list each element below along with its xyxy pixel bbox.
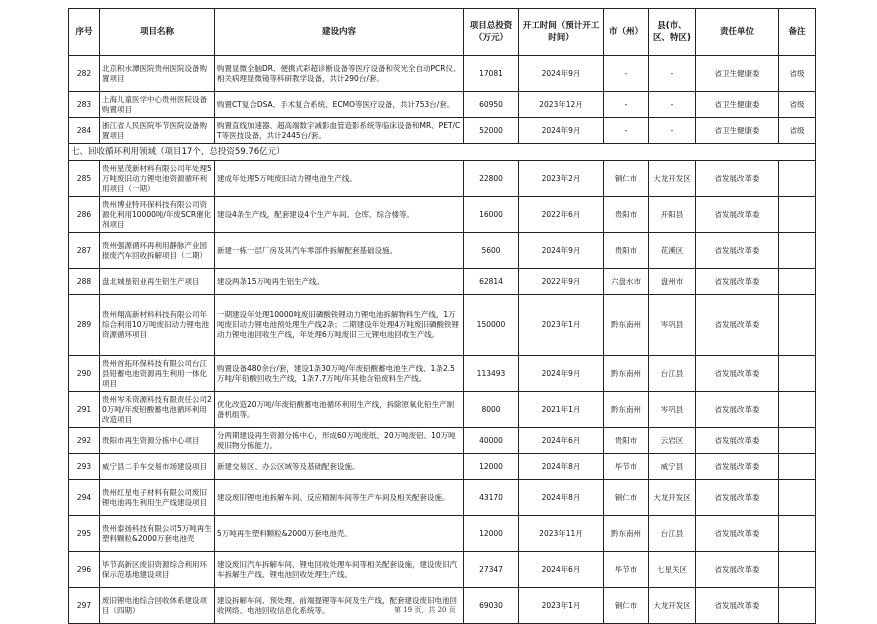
cell-unit: 省发展改革委 <box>696 480 779 516</box>
cell-invest: 60950 <box>464 92 519 118</box>
cell-note: 省级 <box>779 56 816 92</box>
header-no: 序号 <box>69 9 100 56</box>
cell-no: 286 <box>69 197 100 233</box>
cell-invest: 8000 <box>464 392 519 428</box>
cell-city: 铜仁市 <box>604 161 649 197</box>
cell-note <box>779 516 816 552</box>
section-title: 七、回收循环利用领域（项目17个，总投资59.76亿元） <box>69 144 816 161</box>
cell-unit: 省发展改革委 <box>696 428 779 454</box>
cell-city: 贵阳市 <box>604 197 649 233</box>
cell-unit: 省发展改革委 <box>696 233 779 269</box>
cell-no: 294 <box>69 480 100 516</box>
cell-no: 291 <box>69 392 100 428</box>
table-row <box>69 56 816 92</box>
cell-invest: 27347 <box>464 552 519 588</box>
header-content: 建设内容 <box>215 9 464 56</box>
cell-note <box>779 552 816 588</box>
cell-invest: 150000 <box>464 295 519 356</box>
cell-content: 优化改造20万吨/年废铅酸蓄电池循环利用生产线，拆除原氧化铅生产制备机组等。 <box>215 392 464 428</box>
cell-name: 贵州首拓环保科技有限公司台江县铅蓄电池资源再生利用一体化项目 <box>100 356 215 392</box>
cell-name: 贵州红星电子材料有限公司废旧锂电池再生利用生产线建设项目 <box>100 480 215 516</box>
cell-start: 2022年6月 <box>519 197 604 233</box>
cell-unit: 省卫生健康委 <box>696 118 779 144</box>
cell-no: 287 <box>69 233 100 269</box>
cell-unit: 省发展改革委 <box>696 269 779 295</box>
cell-county: 威宁县 <box>649 454 696 480</box>
cell-unit: 省发展改革委 <box>696 516 779 552</box>
cell-unit: 省发展改革委 <box>696 588 779 624</box>
cell-city: 黔东南州 <box>604 516 649 552</box>
cell-county: 台江县 <box>649 356 696 392</box>
cell-name: 贵州星茂新材料有限公司年处理5万吨废旧动力锂电池资源循环利用项目（一期） <box>100 161 215 197</box>
cell-no: 290 <box>69 356 100 392</box>
cell-county: - <box>649 56 696 92</box>
cell-invest: 52000 <box>464 118 519 144</box>
cell-no: 288 <box>69 269 100 295</box>
table-row <box>69 295 816 356</box>
cell-no: 293 <box>69 454 100 480</box>
cell-note <box>779 480 816 516</box>
table-row <box>69 454 816 480</box>
cell-name: 上海儿童医学中心贵州医院设备购置项目 <box>100 92 215 118</box>
cell-note <box>779 269 816 295</box>
cell-note <box>779 295 816 356</box>
cell-no: 282 <box>69 56 100 92</box>
cell-start: 2021年1月 <box>519 392 604 428</box>
table-header-row <box>69 9 816 56</box>
cell-name: 威宁县二手车交易市场建设项目 <box>100 454 215 480</box>
cell-county: 岑巩县 <box>649 392 696 428</box>
cell-start: 2023年2月 <box>519 161 604 197</box>
project-table <box>68 8 816 624</box>
cell-city: 毕节市 <box>604 552 649 588</box>
cell-no: 296 <box>69 552 100 588</box>
cell-no: 285 <box>69 161 100 197</box>
cell-content: 建设4条生产线，配套建设4个生产车间、仓库、综合楼等。 <box>215 197 464 233</box>
cell-content: 购置直线加速器、超高端数字减影血管造影系统等临床设备和MR、PET/CT等医技设备，共计2445台/套。 <box>215 118 464 144</box>
header-invest: 项目总投资（万元） <box>464 9 519 56</box>
cell-unit: 省发展改革委 <box>696 295 779 356</box>
cell-content: 建设两条15万吨再生铝生产线。 <box>215 269 464 295</box>
cell-county: 台江县 <box>649 516 696 552</box>
cell-invest: 40000 <box>464 428 519 454</box>
cell-invest: 16000 <box>464 197 519 233</box>
cell-note <box>779 428 816 454</box>
cell-note: 省级 <box>779 92 816 118</box>
cell-name: 贵州岑禾资源科技有限责任公司20万吨/年废铅酸蓄电池循环利用改造项目 <box>100 392 215 428</box>
cell-city: 六盘水市 <box>604 269 649 295</box>
cell-start: 2024年9月 <box>519 356 604 392</box>
cell-content: 5万吨再生塑料颗粒&2000万套电池壳。 <box>215 516 464 552</box>
cell-note <box>779 233 816 269</box>
cell-start: 2024年9月 <box>519 233 604 269</box>
table-row <box>69 92 816 118</box>
cell-note <box>779 392 816 428</box>
cell-invest: 12000 <box>464 516 519 552</box>
cell-note <box>779 356 816 392</box>
table-row <box>69 197 816 233</box>
cell-no: 289 <box>69 295 100 356</box>
cell-invest: 43170 <box>464 480 519 516</box>
cell-start: 2023年1月 <box>519 295 604 356</box>
cell-start: 2022年9月 <box>519 269 604 295</box>
cell-invest: 69030 <box>464 588 519 624</box>
cell-invest: 5600 <box>464 233 519 269</box>
cell-invest: 12000 <box>464 454 519 480</box>
cell-start: 2023年12月 <box>519 92 604 118</box>
table-row <box>69 233 816 269</box>
cell-note <box>779 588 816 624</box>
cell-county: 盘州市 <box>649 269 696 295</box>
cell-unit: 省发展改革委 <box>696 356 779 392</box>
cell-city: 黔东南州 <box>604 356 649 392</box>
cell-unit: 省卫生健康委 <box>696 56 779 92</box>
cell-name: 贵州强源循环再利用静脉产业园报废汽车回收拆解项目（二期） <box>100 233 215 269</box>
cell-note: 省级 <box>779 118 816 144</box>
cell-name: 贵州博业特环保科技有限公司资源化利用10000吨/年废SCR催化剂项目 <box>100 197 215 233</box>
table-row <box>69 392 816 428</box>
cell-name: 废旧锂电池综合回收体系建设项目（四期） <box>100 588 215 624</box>
cell-no: 295 <box>69 516 100 552</box>
cell-city: 贵阳市 <box>604 233 649 269</box>
cell-name: 北京积水潭医院贵州医院设备购置项目 <box>100 56 215 92</box>
cell-invest: 113493 <box>464 356 519 392</box>
cell-name: 贵州泰扬科技有限公司5万吨再生塑料颗粒&2000万套电池壳 <box>100 516 215 552</box>
header-name: 项目名称 <box>100 9 215 56</box>
cell-county: 七星关区 <box>649 552 696 588</box>
page-number: 第 19 页，共 20 页 <box>394 606 456 614</box>
table-row <box>69 480 816 516</box>
cell-city: 贵阳市 <box>604 428 649 454</box>
cell-content: 一期建设年处理10000吨废旧磷酸铁锂动力锂电池拆解物料生产线，1万吨废旧动力锂电池预处理生产线2条；二期建设年处理4万吨废旧磷酸铁锂动力锂电池回收生产线，年处理6万吨废旧三元锂电池回收生产线。 <box>215 295 464 356</box>
cell-unit: 省发展改革委 <box>696 552 779 588</box>
cell-unit: 省卫生健康委 <box>696 92 779 118</box>
cell-name: 浙江省人民医院毕节医院设备购置项目 <box>100 118 215 144</box>
cell-city: - <box>604 118 649 144</box>
cell-start: 2023年11月 <box>519 516 604 552</box>
header-county: 县(市、区、特区) <box>649 9 696 56</box>
cell-start: 2024年8月 <box>519 454 604 480</box>
cell-content: 分两期建设再生资源分拣中心，形成60万吨废纸、20万吨废铝、10万吨废旧物分拣能力。 <box>215 428 464 454</box>
cell-county: 云岩区 <box>649 428 696 454</box>
table-row <box>69 161 816 197</box>
table-row <box>69 118 816 144</box>
cell-unit: 省发展改革委 <box>696 454 779 480</box>
cell-content: 购置显微全脑DR、便携式彩超诊断设备等医疗设备和荧光全自动PCR仪、相关病理显微镜等科研教学设备，共计290台/套。 <box>215 56 464 92</box>
cell-start: 2024年8月 <box>519 480 604 516</box>
header-unit: 责任单位 <box>696 9 779 56</box>
cell-invest: 62814 <box>464 269 519 295</box>
header-start: 开工时间（预计开工时间） <box>519 9 604 56</box>
table-row <box>69 356 816 392</box>
cell-content: 新建一栋一层厂房及其汽车零部件拆解配套基础设施。 <box>215 233 464 269</box>
table-row <box>69 516 816 552</box>
cell-start: 2023年1月 <box>519 588 604 624</box>
cell-note <box>779 161 816 197</box>
cell-city: 黔东南州 <box>604 392 649 428</box>
cell-invest: 22800 <box>464 161 519 197</box>
cell-county: 大龙开发区 <box>649 161 696 197</box>
cell-city: 黔东南州 <box>604 295 649 356</box>
cell-note <box>779 454 816 480</box>
cell-unit: 省发展改革委 <box>696 197 779 233</box>
table-row <box>69 428 816 454</box>
cell-name: 贵州翔高新材料科技有限公司年综合利用10万吨废旧动力锂电池资源循环项目 <box>100 295 215 356</box>
cell-city: 铜仁市 <box>604 588 649 624</box>
cell-no: 292 <box>69 428 100 454</box>
cell-unit: 省发展改革委 <box>696 392 779 428</box>
cell-content: 建设废旧汽车拆解车间、锂电回收处理车间等相关配套设施，建设废旧汽车拆解生产线、锂电池回收处理生产线。 <box>215 552 464 588</box>
cell-no: 283 <box>69 92 100 118</box>
cell-city: 铜仁市 <box>604 480 649 516</box>
cell-county: 花溪区 <box>649 233 696 269</box>
section-row <box>69 144 816 161</box>
cell-start: 2024年6月 <box>519 428 604 454</box>
header-note: 备注 <box>779 9 816 56</box>
cell-county: 开阳县 <box>649 197 696 233</box>
cell-start: 2024年9月 <box>519 118 604 144</box>
cell-content: 购置CT复合DSA、手术复合系统、ECMO等医疗设备，共计753台/套。 <box>215 92 464 118</box>
cell-content: 建设拆解车间、预处理、前端提锂等车间及生产线，配套建设废旧电池回收网络、电池回收信息化系统等。 <box>215 588 464 624</box>
cell-note <box>779 197 816 233</box>
cell-city: 毕节市 <box>604 454 649 480</box>
cell-no: 297 <box>69 588 100 624</box>
cell-county: - <box>649 92 696 118</box>
cell-content: 建设废旧锂电池拆解车间、反应精制车间等生产车间及相关配套设施。 <box>215 480 464 516</box>
cell-name: 盘北城垦铝业再生铝生产项目 <box>100 269 215 295</box>
cell-name: 贵阳市再生资源分拣中心项目 <box>100 428 215 454</box>
cell-county: - <box>649 118 696 144</box>
cell-county: 岑巩县 <box>649 295 696 356</box>
table-row <box>69 552 816 588</box>
header-city: 市（州） <box>604 9 649 56</box>
cell-invest: 17081 <box>464 56 519 92</box>
cell-county: 大龙开发区 <box>649 588 696 624</box>
table-row <box>69 269 816 295</box>
cell-unit: 省发展改革委 <box>696 161 779 197</box>
cell-content: 购置设备480余台/套，建设1条30万吨/年废铅酸蓄电池生产线、1条2.5万吨/年铅酸回收生产线，1条7.7万吨/年其他含铅废料生产线。 <box>215 356 464 392</box>
cell-content: 建成年处理5万吨废旧动力锂电池生产线。 <box>215 161 464 197</box>
cell-name: 毕节高新区废旧资源综合利用环保示范基地建设项目 <box>100 552 215 588</box>
cell-start: 2024年9月 <box>519 56 604 92</box>
cell-content: 新建交易区、办公区域等及基础配套设施。 <box>215 454 464 480</box>
cell-city: - <box>604 92 649 118</box>
cell-start: 2024年6月 <box>519 552 604 588</box>
cell-county: 大龙开发区 <box>649 480 696 516</box>
cell-city: - <box>604 56 649 92</box>
cell-no: 284 <box>69 118 100 144</box>
